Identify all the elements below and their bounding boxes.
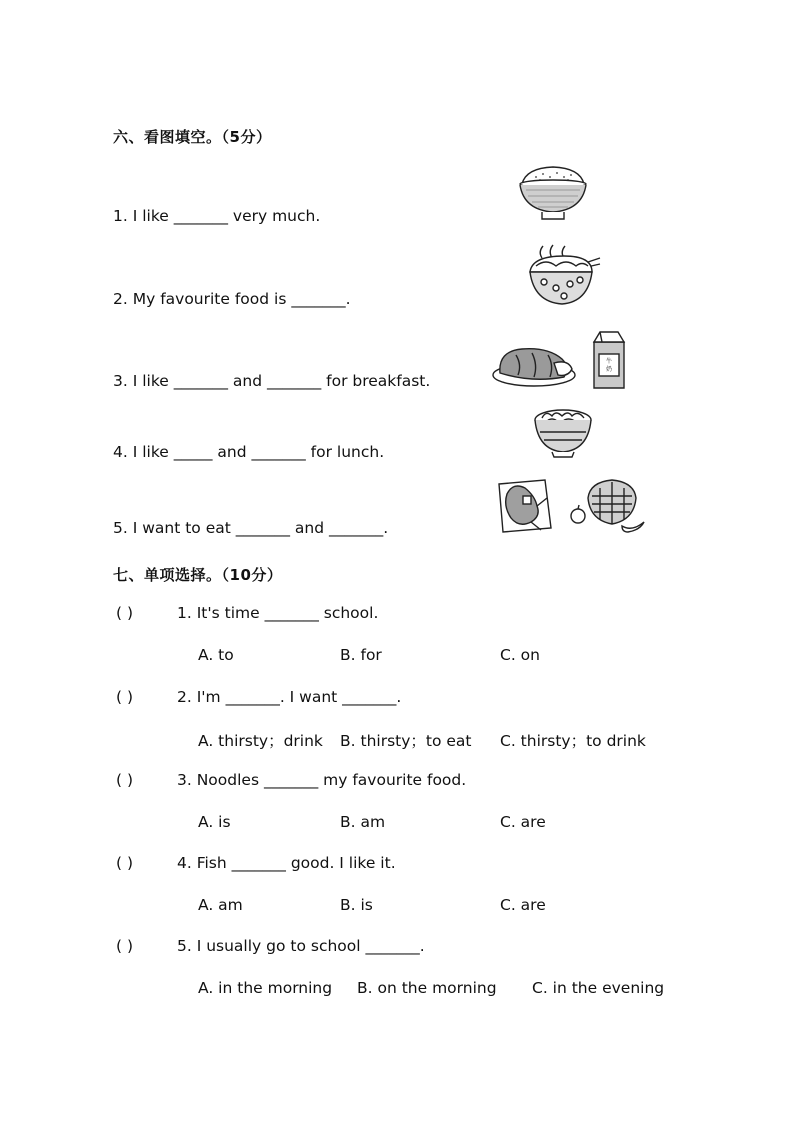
milk-carton-icon (588, 330, 630, 390)
fill-item-1: 1. I like _______ very much. (113, 207, 321, 225)
question-4-option-b: B. is (340, 896, 373, 914)
question-1-option-c: C. on (500, 646, 540, 664)
svg-text:奶: 奶 (605, 366, 613, 373)
question-2-option-a: A. thirsty；drink (198, 732, 323, 750)
fill-item-2: 2. My favourite food is _______. (113, 290, 351, 308)
question-2-option-c: C. thirsty；to drink (500, 732, 646, 750)
fruit-basket-icon (566, 474, 650, 536)
question-3-option-a: A. is (198, 813, 231, 831)
question-2-option-b: B. thirsty；to eat (340, 732, 472, 750)
noodles-bowl-icon (526, 244, 602, 310)
question-4-option-c: C. are (500, 896, 546, 914)
answer-blank[interactable]: ( ) (116, 937, 134, 955)
answer-blank[interactable]: ( ) (116, 771, 134, 789)
answer-blank[interactable]: ( ) (116, 854, 134, 872)
fill-item-5: 5. I want to eat _______ and _______. (113, 519, 389, 537)
question-4-option-a: A. am (198, 896, 243, 914)
answer-blank[interactable]: ( ) (116, 688, 134, 706)
question-1-option-a: A. to (198, 646, 234, 664)
dumplings-bowl-icon (532, 402, 594, 460)
question-3-option-b: B. am (340, 813, 386, 831)
question-2-text: 2. I'm _______. I want _______. (177, 688, 402, 706)
question-5-option-c: C. in the evening (532, 979, 665, 997)
question-4-text: 4. Fish _______ good. I like it. (177, 854, 396, 872)
answer-blank[interactable]: ( ) (116, 604, 134, 622)
question-5-option-a: A. in the morning (198, 979, 333, 997)
chicken-icon (497, 476, 553, 536)
question-3-text: 3. Noodles _______ my favourite food. (177, 771, 467, 789)
question-3-option-c: C. are (500, 813, 546, 831)
svg-text:牛: 牛 (605, 358, 613, 365)
question-1-text: 1. It's time _______ school. (177, 604, 379, 622)
section-6-heading: 六、看图填空。（5分） (113, 128, 272, 146)
bread-icon (492, 345, 578, 389)
fill-item-4: 4. I like _____ and _______ for lunch. (113, 443, 385, 461)
rice-bowl-icon (516, 162, 590, 224)
fill-item-3: 3. I like _______ and _______ for breakfast. (113, 372, 431, 390)
question-5-text: 5. I usually go to school _______. (177, 937, 425, 955)
question-1-option-b: B. for (340, 646, 382, 664)
section-7-heading: 七、单项选择。（10分） (113, 566, 283, 584)
question-5-option-b: B. on the morning (357, 979, 497, 997)
